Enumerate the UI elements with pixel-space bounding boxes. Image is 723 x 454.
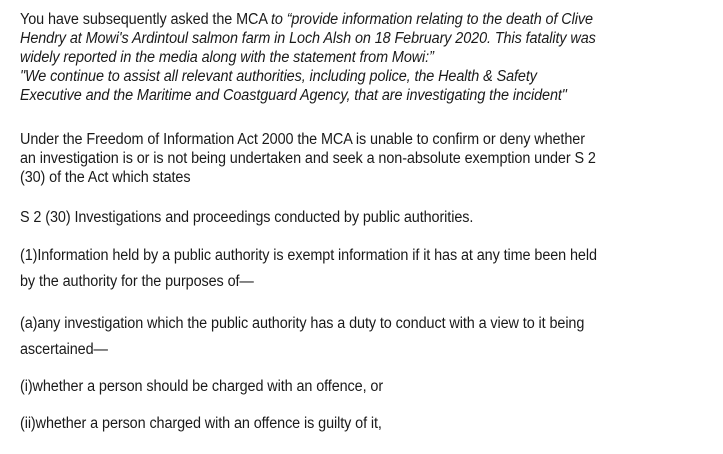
clause-1-line: by the authority for the purposes of— xyxy=(20,273,254,290)
request-paragraph-line: Hendry at Mowi's Ardintoul salmon farm in Loch Alsh on 18 February 2020. This fatality was xyxy=(20,30,596,47)
mowi-statement-line: Executive and the Maritime and Coastguard Agency, that are investigating the incident" xyxy=(20,87,567,104)
clause-ii: (ii)whether a person charged with an offence is guilty of it, xyxy=(20,415,382,432)
clause-1-line: (1)Information held by a public authority is exempt information if it has at any time been held xyxy=(20,247,597,264)
request-paragraph-line: widely reported in the media along with the statement from Mowi:” xyxy=(20,49,434,66)
request-paragraph-line xyxy=(20,10,593,29)
clause-a-line: ascertained— xyxy=(20,341,108,358)
mowi-statement-line: "We continue to assist all relevant authorities, including police, the Health & Safety xyxy=(20,68,537,85)
request-quote: to “provide information relating to the death of Clive xyxy=(270,11,593,28)
foi-paragraph-line: Under the Freedom of Information Act 2000 the MCA is unable to confirm or deny whether xyxy=(20,131,585,148)
foi-paragraph-line: an investigation is or is not being undertaken and seek a non-absolute exemption under S 2 xyxy=(20,150,596,167)
section-heading: S 2 (30) Investigations and proceedings conducted by public authorities. xyxy=(20,209,474,226)
request-intro: You have subsequently asked the MCA xyxy=(20,11,271,28)
clause-i: (i)whether a person should be charged with an offence, or xyxy=(20,378,384,395)
clause-a-line: (a)any investigation which the public authority has a duty to conduct with a view to it being xyxy=(20,315,585,332)
foi-paragraph-line: (30) of the Act which states xyxy=(20,169,191,186)
